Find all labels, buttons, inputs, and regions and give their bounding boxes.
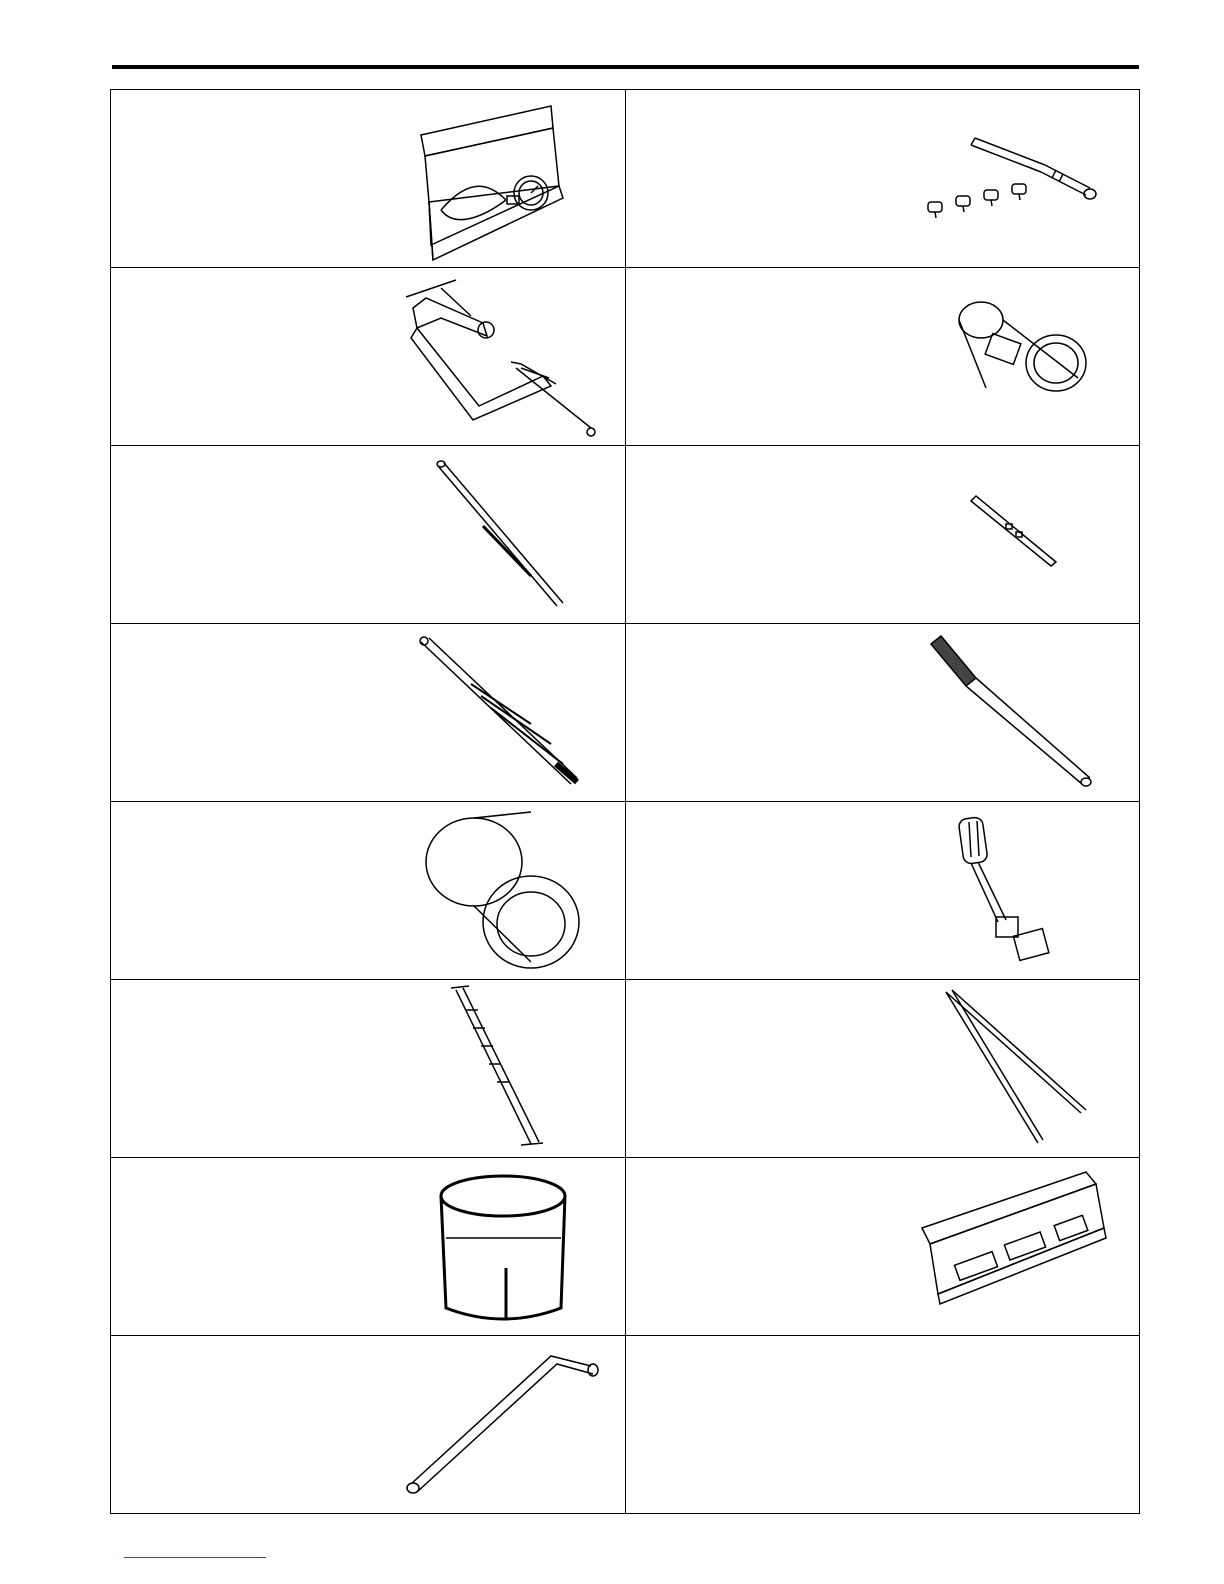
seal-installer-cylinder-icon bbox=[111, 802, 625, 979]
tool-cell-empty bbox=[625, 1336, 1140, 1514]
tool-cell bbox=[625, 802, 1140, 980]
tool-cell bbox=[111, 268, 626, 446]
table-row bbox=[111, 1336, 1140, 1514]
tool-cell bbox=[625, 980, 1140, 1158]
spiral-reamer-icon bbox=[111, 624, 625, 801]
reamer-rod-icon bbox=[111, 446, 625, 623]
footer-link-underline[interactable] bbox=[124, 1557, 266, 1558]
valve-guide-reamer-icon bbox=[111, 980, 625, 1157]
tool-cell bbox=[111, 624, 626, 802]
table-row bbox=[111, 1158, 1140, 1336]
knurled-driver-handle-icon bbox=[626, 624, 1140, 801]
tweezers-icon bbox=[626, 980, 1140, 1157]
bearing-installer-sleeve-icon bbox=[626, 268, 1140, 445]
pin-driver-set-icon bbox=[626, 90, 1140, 267]
table-row bbox=[111, 268, 1140, 446]
table-row bbox=[111, 980, 1140, 1158]
table-row bbox=[111, 802, 1140, 980]
tool-cell bbox=[625, 90, 1140, 268]
tool-cell bbox=[111, 1336, 626, 1514]
tool-cell bbox=[625, 1158, 1140, 1336]
oil-filter-cup-wrench-icon bbox=[111, 1158, 625, 1335]
tool-cell bbox=[111, 446, 626, 624]
torx-l-wrench-icon bbox=[111, 1336, 625, 1513]
valve-spring-compressor-icon bbox=[626, 802, 1140, 979]
pressure-gauge-kit-icon bbox=[111, 90, 625, 267]
table-row bbox=[111, 624, 1140, 802]
socket-set-case-icon bbox=[626, 1158, 1140, 1335]
table-row bbox=[111, 90, 1140, 268]
special-tools-table bbox=[110, 89, 1140, 1514]
tool-cell bbox=[111, 802, 626, 980]
tool-cell bbox=[625, 268, 1140, 446]
thickness-gauge-icon bbox=[626, 446, 1140, 623]
tool-cell bbox=[625, 624, 1140, 802]
header-rule bbox=[112, 65, 1139, 69]
tool-cell bbox=[111, 1158, 626, 1336]
table-row bbox=[111, 446, 1140, 624]
tool-cell bbox=[111, 90, 626, 268]
tool-cell bbox=[625, 446, 1140, 624]
c-clamp-icon bbox=[111, 268, 625, 445]
tool-cell bbox=[111, 980, 626, 1158]
